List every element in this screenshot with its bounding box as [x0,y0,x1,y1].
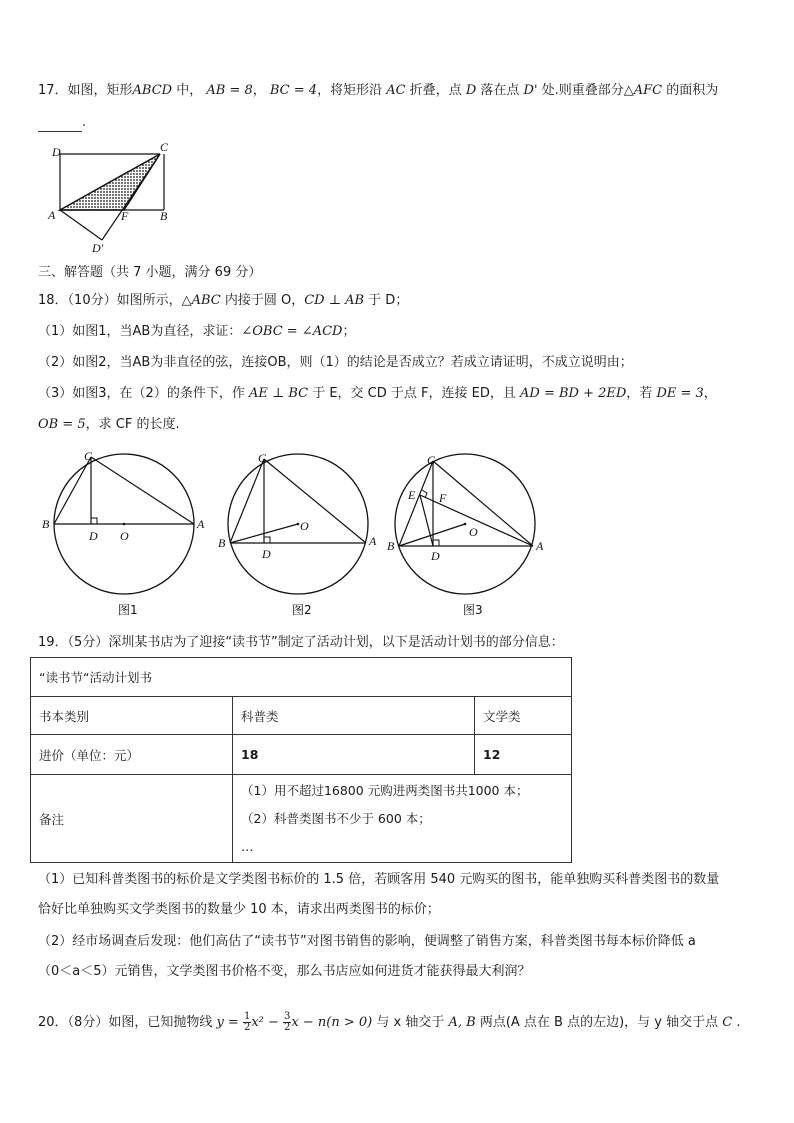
label-F: F [121,209,129,223]
q20-x2: x² − [251,1015,284,1030]
q17-sep: ， [252,83,270,98]
activity-plan-table [30,657,572,863]
caption-fig2: 图2 [292,603,312,617]
q17-dprime: D' [523,83,538,98]
q17-text-e: 落在点 [476,83,524,98]
fold-ad [60,210,102,240]
overlap-region [60,154,160,210]
label-O: O [469,525,478,539]
chord-ca [433,461,533,546]
q20-end: . [732,1015,741,1030]
q18-p3-ob: OB = 5 [38,417,86,432]
price-science: 18 [233,735,475,775]
row-price-label: 进价（单位：元） [31,735,233,775]
chord-bc [230,459,264,543]
label-O: O [120,529,129,543]
label-B: B [218,536,226,550]
label-C: C [160,140,169,154]
note-item-3: … [241,838,254,854]
label-A: A [536,539,544,553]
header-category: 书本类别 [31,697,233,735]
q20-text-c: 两点(A 点在 B 点的左边)，与 y 轴交于点 [475,1015,723,1030]
q20-text-a: 20．（8分）如图，已知抛物线 [38,1015,217,1030]
q17-line [38,82,718,100]
q18-p3-de: DE = 3 [656,386,704,401]
label-C: C [427,453,436,467]
section-heading: 三、解答题（共 7 小题，满分 69 分） [38,265,262,280]
caption-fig3: 图3 [463,603,483,617]
note-cell [233,775,572,863]
header-literature: 文学类 [475,697,572,735]
label-D: D [262,547,271,561]
label-B: B [160,209,168,223]
q17-text-d: 折叠，点 [405,83,466,98]
q17-d: D [465,83,477,98]
center-o [464,523,467,526]
q20-line [38,1008,740,1038]
row-note-label: 备注 [31,775,233,863]
q18-text-a: 18．（10分）如图所示， [38,293,182,308]
center-o [123,523,126,526]
caption-fig1: 图1 [118,603,138,617]
frac-num: 1 [243,1011,251,1022]
q17-end: . [82,115,87,130]
q18-p3-text-c: ，若 [626,386,657,401]
q17-text-b: 中， [172,83,207,98]
q18-p1-end: ； [342,324,356,339]
q18-p3-text-b: 于 E，交 CD 于点 F，连接 ED，且 [308,386,520,401]
q17-ac: AC [386,83,406,98]
q18-p3-text-d: ， [703,386,717,401]
right-angle-mark [264,537,270,543]
q17-answer-line [38,114,86,132]
q18-p1-text: （1）如图1，当AB为直径，求证： [38,324,242,339]
q18-part3-line2 [38,416,180,434]
q18-triangle: △ABC [181,293,221,308]
q20-text-b: 与 x 轴交于 [372,1015,449,1030]
q20-ab: A, B [448,1015,476,1030]
figure-17 [40,140,180,260]
q19-intro: 19．（5分）深圳某书店为了迎接“读书节”制定了活动计划，以下是活动计划书的部分信息： [38,635,564,650]
q20-y: y = [216,1015,243,1030]
price-literature: 12 [475,735,572,775]
q19-part1-line1: （1）已知科普类图书的标价是文学类图书标价的 1.5 倍，若顾客用 540 元购买的图书，能单独购买科普类图书的数量 [38,872,720,887]
q17-text-g: 的面积为 [662,83,719,98]
q17-text-f: 处.则重叠部分 [537,83,624,98]
figure-18-1 [38,448,214,620]
label-Dprime: D' [92,241,104,255]
chord-ca [91,457,194,524]
q18-text-c: 于 D； [364,293,409,308]
q17-abcd: ABCD [132,83,173,98]
q18-p3-text-a: （3）如图3，在（2）的条件下，作 [38,386,249,401]
note-item-2: （2）科普类图书不少于 600 本； [241,810,431,826]
label-D: D [52,145,61,159]
chord-ca [264,459,366,543]
q18-part3-line1 [38,385,717,403]
q17-bc-eq: BC = 4 [269,83,318,98]
q17-text-c: ，将矩形沿 [317,83,387,98]
note-item-1: （1）用不超过16800 元购进两类图书共1000 本； [241,782,529,798]
frac-num: 3 [284,1011,291,1022]
label-A: A [48,208,56,222]
q18-line1 [38,292,408,310]
chord-bc [54,457,91,524]
center-o [297,523,300,526]
q19-part2-line2: （0＜a＜5）元销售，文学类图书价格不变，那么书店应如何进货才能获得最大利润？ [38,964,531,979]
q20-rest: x − n(n > 0) [291,1015,373,1030]
label-B: B [42,517,50,531]
label-F: F [439,491,447,505]
figure-18-3 [385,448,561,620]
table-title: “读书节“活动计划书 [31,658,572,697]
q18-text-b: 内接于圆 O， [220,293,305,308]
right-angle-mark [91,518,97,524]
label-C: C [84,449,93,463]
header-science: 科普类 [233,697,475,735]
label-C: C [258,451,267,465]
q19-part2-line1: （2）经市场调查后发现：他们高估了“读书节”对图书销售的影响，便调整了销售方案，科普类图书每本标价降低 a [38,934,696,949]
label-D: D [431,549,440,563]
q18-p1-eq: ∠OBC = ∠ACD [241,324,343,339]
label-O: O [300,519,309,533]
q20-point-c: C [722,1015,733,1030]
label-E: E [408,488,416,502]
label-A: A [369,534,377,548]
label-D: D [89,529,98,543]
q17-triangle: △AFC [623,83,663,98]
right-angle-mark-d [433,540,439,546]
q18-part1 [38,323,355,341]
q18-p3-ae: AE ⊥ BC [248,386,309,401]
frac-den: 2 [284,1022,291,1033]
q17-text: 17．如图，矩形 [38,83,133,98]
q18-p3-eq: AD = BD + 2ED [520,386,627,401]
q17-ab-eq: AB = 8 [206,83,253,98]
answer-blank [38,117,82,132]
q18-part2: （2）如图2，当AB为非直径的弦，连接OB，则（1）的结论是否成立？若成立请证明，不成立说明由； [38,355,633,370]
q19-part1-line2: 恰好比单独购买文学类图书的数量少 10 本，请求出两类图书的标价； [38,902,440,917]
q18-cd-perp: CD ⊥ AB [304,293,365,308]
label-B: B [387,539,395,553]
figure-18-2 [214,448,390,620]
q18-p3-text-e: ，求 CF 的长度. [85,417,180,432]
label-A: A [197,517,205,531]
frac-den: 2 [243,1022,251,1033]
